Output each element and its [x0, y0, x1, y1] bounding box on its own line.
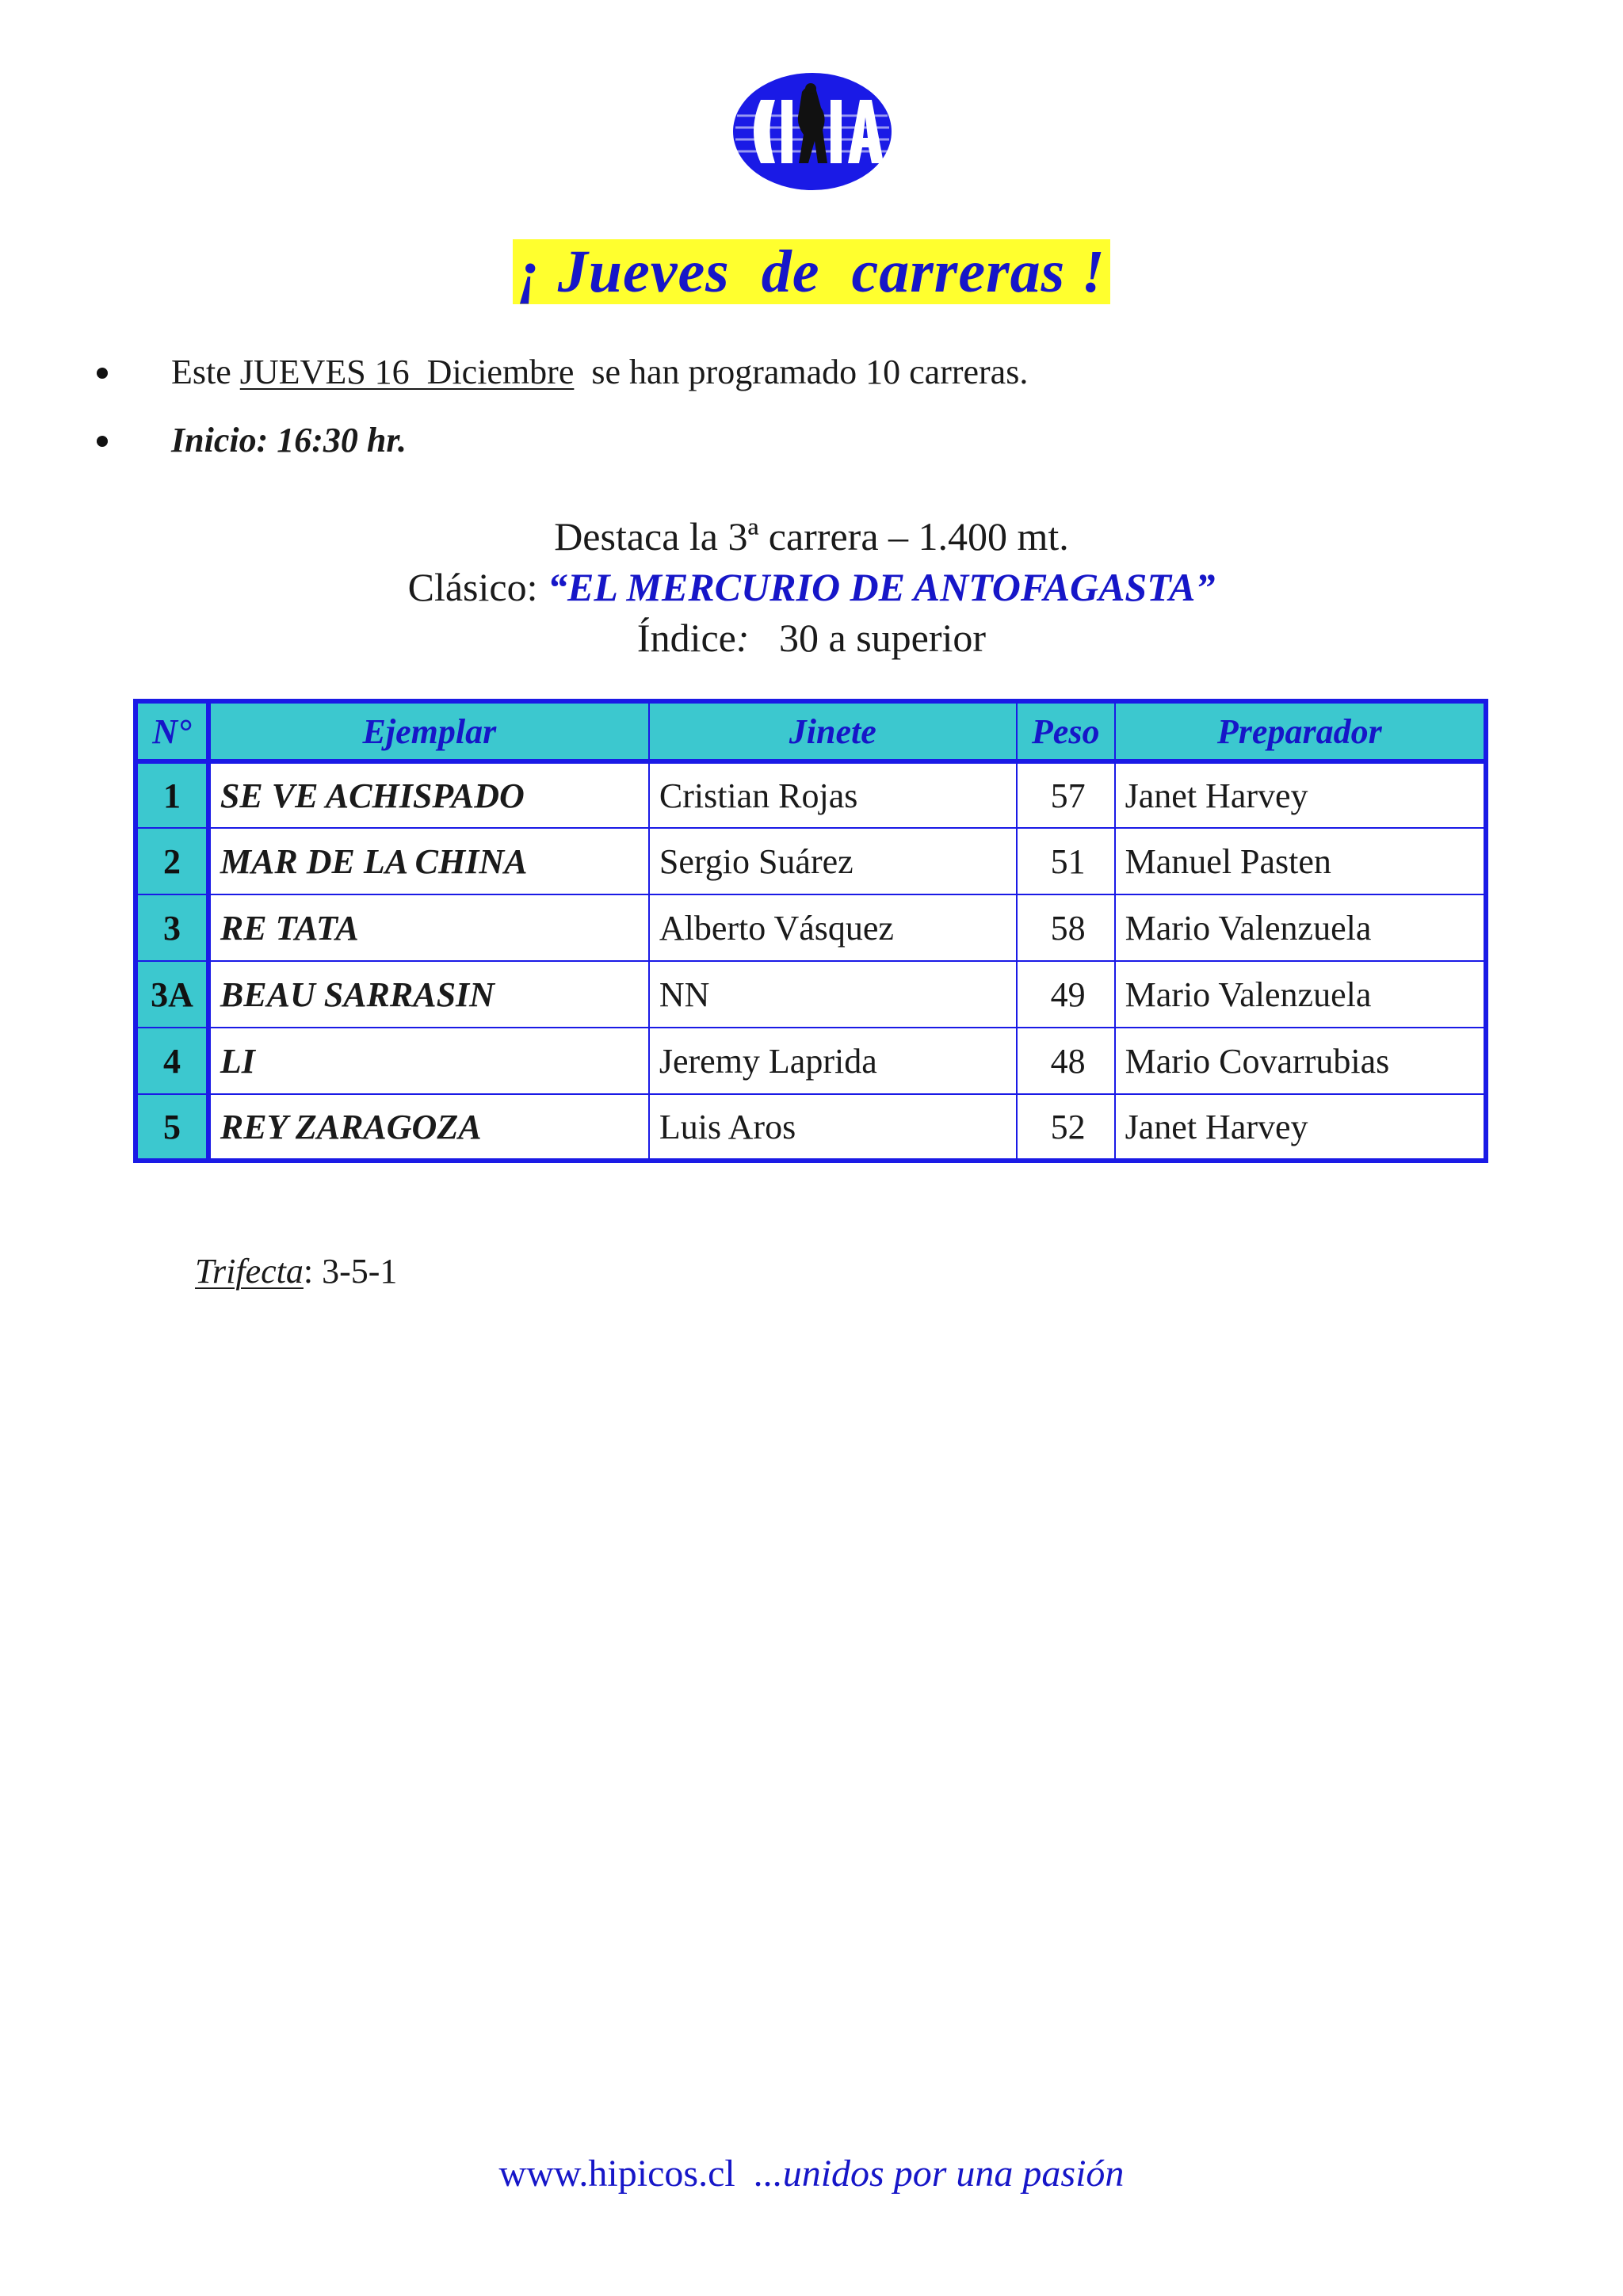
trifecta-label: Trifecta	[195, 1252, 304, 1291]
featured-race	[0, 511, 1623, 663]
start-time: Inicio: 16:30 hr.	[171, 421, 407, 460]
bullet-icon	[97, 368, 108, 379]
runner-weight: 48	[1017, 1028, 1115, 1094]
footer-website-link[interactable]: www.hipicos.cl	[498, 2153, 735, 2195]
runner-horse: LI	[208, 1028, 649, 1094]
runner-trainer: Janet Harvey	[1115, 1094, 1486, 1161]
header-jockey: Jinete	[649, 701, 1017, 761]
header-number: N°	[136, 701, 208, 761]
runner-weight: 51	[1017, 828, 1115, 894]
runner-trainer: Manuel Pasten	[1115, 828, 1486, 894]
index-label: Índice	[636, 616, 736, 660]
header-horse: Ejemplar	[208, 701, 649, 761]
featured-race-distance: Destaca la 3ª carrera – 1.400 mt.	[554, 514, 1069, 559]
bullet-prefix: Este	[171, 353, 240, 391]
table-row	[136, 1094, 1486, 1161]
index-colon: :	[735, 616, 750, 660]
table-row	[136, 828, 1486, 894]
classic-name: “EL MERCURIO DE ANTOFAGASTA”	[547, 565, 1216, 609]
runner-jockey: Jeremy Laprida	[649, 1028, 1017, 1094]
trifecta-value: : 3-5-1	[303, 1252, 398, 1291]
index-value: 30 a superior	[749, 616, 987, 660]
runners-table	[133, 699, 1488, 1163]
runner-horse: BEAU SARRASIN	[208, 961, 649, 1028]
runner-jockey: Sergio Suárez	[649, 828, 1017, 894]
runner-number: 3A	[136, 961, 208, 1028]
race-date: JUEVES 16 Diciembre	[239, 353, 575, 391]
header-weight: Peso	[1017, 701, 1115, 761]
runner-trainer: Mario Valenzuela	[1115, 894, 1486, 961]
runner-jockey: Cristian Rojas	[649, 761, 1017, 828]
runner-weight: 49	[1017, 961, 1115, 1028]
runner-number: 1	[136, 761, 208, 828]
club-logo	[729, 68, 896, 195]
runner-weight: 52	[1017, 1094, 1115, 1161]
runner-weight: 57	[1017, 761, 1115, 828]
runner-trainer: Mario Covarrubias	[1115, 1028, 1486, 1094]
runner-horse: REY ZARAGOZA	[208, 1094, 649, 1161]
table-row	[136, 961, 1486, 1028]
runner-trainer: Mario Valenzuela	[1115, 961, 1486, 1028]
page-footer	[0, 2152, 1623, 2196]
header-trainer: Preparador	[1115, 701, 1486, 761]
table-header-row	[136, 701, 1486, 761]
footer-slogan: ...unidos por una pasión	[735, 2153, 1125, 2195]
table-row	[136, 894, 1486, 961]
runner-number: 3	[136, 894, 208, 961]
runner-jockey: NN	[649, 961, 1017, 1028]
runner-number: 5	[136, 1094, 208, 1161]
horse-rider-logo-icon	[733, 73, 892, 190]
runner-number: 2	[136, 828, 208, 894]
bullet-icon	[97, 436, 108, 447]
runner-horse: RE TATA	[208, 894, 649, 961]
classic-label: Clásico:	[407, 565, 548, 609]
runner-jockey: Alberto Vásquez	[649, 894, 1017, 961]
runner-horse: SE VE ACHISPADO	[208, 761, 649, 828]
page-headline: ¡ Jueves de carreras !	[513, 239, 1110, 304]
runner-weight: 58	[1017, 894, 1115, 961]
runner-trainer: Janet Harvey	[1115, 761, 1486, 828]
table-row	[136, 761, 1486, 828]
trifecta-result	[195, 1252, 397, 1291]
runner-number: 4	[136, 1028, 208, 1094]
index-line	[0, 612, 1623, 663]
bullet-suffix: se han programado 10 carreras.	[574, 353, 1029, 391]
table-row	[136, 1028, 1486, 1094]
runner-horse: MAR DE LA CHINA	[208, 828, 649, 894]
classic-line	[0, 562, 1623, 612]
runner-jockey: Luis Aros	[649, 1094, 1017, 1161]
